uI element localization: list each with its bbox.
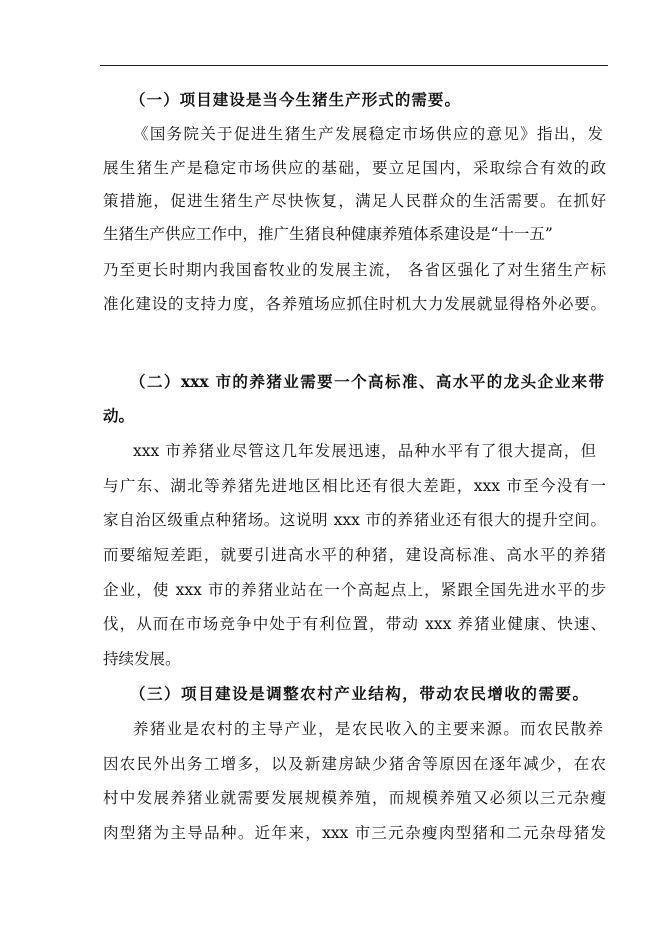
paragraph-line: 持续发展。 (103, 650, 181, 668)
paragraph-line: 乃至更长时期内我国畜牧业的发展主流， 各省区强化了对生猪生产标 (103, 261, 606, 279)
paragraph-line: 而要缩短差距，就要引进高水平的种猪，建设高标准、高水平的养猪 (103, 546, 606, 564)
paragraph-line: 与广东、湖北等养猪先进地区相比还有很大差距，xxx 市至今没有一 (103, 477, 606, 495)
paragraph-line: 企业，使 xxx 市的养猪业站在一个高起点上，紧跟全国先进水平的步 (103, 581, 606, 599)
header-rule (100, 65, 608, 66)
paragraph-line: 村中发展养猪业就需要发展规模养殖，而规模养殖又必须以三元杂瘦 (103, 789, 606, 807)
section-heading: （二）xxx 市的养猪业需要一个高标准、高水平的龙头企业来带 (130, 372, 604, 391)
paragraph-line: 策措施，促进生猪生产尽快恢复，满足人民群众的生活需要。在抓好 (103, 192, 606, 210)
paragraph-line: 肉型猪为主导品种。近年来，xxx 市三元杂瘦肉型猪和二元杂母猪发 (103, 824, 606, 842)
paragraph-line: 养猪业是农村的主导产业，是农民收入的主要来源。而农民散养 (133, 720, 603, 738)
paragraph-line: 生猪生产供应工作中，推广生猪良种健康养殖体系建设是“十一五” (103, 225, 553, 243)
paragraph-line: 家自治区级重点种猪场。这说明 xxx 市的养猪业还有很大的提升空间。 (103, 511, 606, 529)
paragraph-line: 《国务院关于促进生猪生产发展稳定市场供应的意见》指出，发 (133, 125, 603, 143)
paragraph-line: 准化建设的支持力度，各养殖场应抓住时机大力发展就显得格外必要。 (103, 295, 606, 313)
paragraph-line: 伐，从而在市场竞争中处于有利位置，带动 xxx 养猪业健康、快速、 (103, 615, 606, 633)
section-heading: （一）项目建设是当今生猪生产形式的需要。 (130, 90, 460, 109)
paragraph-line: xxx 市养猪业尽管这几年发展迅速，品种水平有了很大提高，但 (133, 442, 596, 460)
paragraph-line: 因农民外出务工增多，以及新建房缺少猪舍等原因在逐年减少，在农 (103, 755, 606, 773)
paragraph-line: 展生猪生产是稳定市场供应的基础，要立足国内，采取综合有效的政 (103, 159, 606, 177)
section-heading-continued: 动。 (103, 406, 135, 425)
section-heading: （三）项目建设是调整农村产业结构，带动农民增收的需要。 (130, 684, 588, 703)
